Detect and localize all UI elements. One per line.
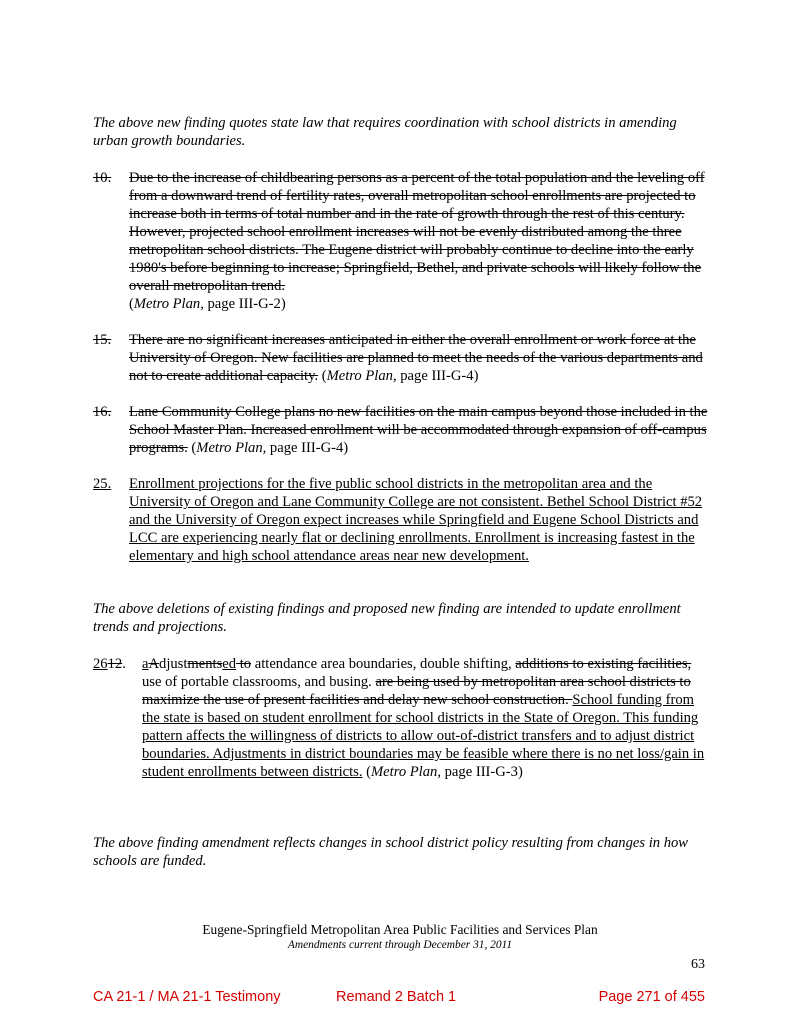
testimony-label: CA 21-1 / MA 21-1 Testimony: [93, 989, 281, 1005]
metro-plan-citation: Metro Plan,: [326, 368, 397, 384]
finding-16: [93, 403, 713, 457]
page-count-label: Page 271 of 455: [598, 989, 705, 1005]
finding-16-deleted-text: Lane Community College plans no new facilities on the main campus beyond those included in the School Master Plan. Increased enrollment will be accommodated through expansion of off-campus programs.: [129, 404, 708, 456]
finding-26-body: aAdjustmentsed to attendance area boundaries, double shifting, additions to existing facilities, use of portable classrooms, and busing. are being used by metropolitan area school districts to maximize the use of present facilities and delay new school construction. School funding from the state is based on student enrollment for school districts in the State of Oregon. This funding pattern affects the willingness of districts to allow out-of-district transfers and to adjust district boundaries. Adjustments in district boundaries may be feasible where there is no net loss/gain in student enrollments between districts. (Metro Plan, page III-G-3): [142, 656, 705, 780]
finding-15-number: 15.: [93, 332, 112, 348]
finding-15-body: There are no significant increases anticipated in either the overall enrollment or work force at the University of Oregon. New facilities are planned to meet the needs of the various departments and not to create additional capacity. (Metro Plan, page III-G-4): [129, 332, 703, 384]
metro-plan-citation: Metro Plan,: [133, 296, 204, 312]
finding-10: [93, 169, 713, 313]
finding-26-inserted-text: School funding from the state is based on student enrollment for school districts in the State of Oregon. This funding pattern affects the willingness of districts to allow out-of-district transfers and to adjust district boundaries. Adjustments in district boundaries may be feasible where there is no net loss/gain in student enrollments between districts.: [142, 692, 705, 780]
finding-25-inserted-text: Enrollment projections for the five public school districts in the metropolitan area and the University of Oregon and Lane Community College are not consistent. Bethel School District #52 and the University of Oregon expect increases while Springfield and Eugene School Districts and LCC are experiencing nearly flat or declining enrollments. Enrollment is increasing fastest in the elementary and high school attendance areas near new development.: [129, 476, 703, 564]
note-amendment: The above finding amendment reflects changes in school district policy resulting from changes in how schools are funded.: [93, 835, 689, 869]
finding-26: [93, 655, 713, 781]
finding-16-body: Lane Community College plans no new facilities on the main campus beyond those included in the School Master Plan. Increased enrollment will be accommodated through expansion of off-campus programs. (Metro Plan, page III-G-4): [129, 404, 708, 456]
finding-10-deleted-text: Due to the increase of childbearing persons as a percent of the total population and the leveling off from a downward trend of fertility rates, overall metropolitan school enrollments are projected to increase both in terms of total number and in the rate of growth through the rest of this century. However, projected school enrollment increases will not be evenly distributed among the three metropolitan school districts. The Eugene district will probably continue to decline into the early 1980's before beginning to increase; Springfield, Bethel, and private schools will likely follow the overall metropolitan trend.: [129, 170, 705, 294]
finding-15-deleted-text: There are no significant increases anticipated in either the overall enrollment or work force at the University of Oregon. New facilities are planned to meet the needs of the various departments and not to create additional capacity.: [129, 332, 703, 384]
finding-10-number: 10.: [93, 170, 112, 186]
footer-title: Eugene-Springfield Metropolitan Area Public Facilities and Services Plan: [202, 922, 598, 937]
footer-subtitle: Amendments current through December 31, 2011: [287, 939, 513, 951]
note-new-finding: The above new finding quotes state law that requires coordination with school districts in amending urban growth boundaries.: [93, 115, 677, 149]
page-number: 63: [691, 957, 705, 972]
metro-plan-citation: Metro Plan,: [371, 764, 441, 780]
finding-25: [93, 475, 713, 565]
metro-plan-citation: Metro Plan,: [196, 440, 267, 456]
finding-25-body: [129, 475, 713, 565]
finding-15: [93, 331, 713, 385]
finding-25-number: 25.: [93, 476, 112, 492]
finding-16-number: 16.: [93, 404, 112, 420]
batch-label: Remand 2 Batch 1: [336, 989, 457, 1005]
note-deletions: The above deletions of existing findings and proposed new finding are intended to update enrollment trends and projections.: [93, 601, 681, 635]
finding-26-number: 2612.: [93, 656, 126, 672]
finding-10-body: Due to the increase of childbearing persons as a percent of the total population and the leveling off from a downward trend of fertility rates, overall metropolitan school enrollments are projected to increase both in terms of total number and in the rate of growth through the rest of this century. However, projected school enrollment increases will not be evenly distributed among the three metropolitan school districts. The Eugene district will probably continue to decline into the early 1980's before beginning to increase; Springfield, Bethel, and private schools will likely follow the overall metropolitan trend. (Metro Plan, page III-G-2): [129, 170, 705, 312]
